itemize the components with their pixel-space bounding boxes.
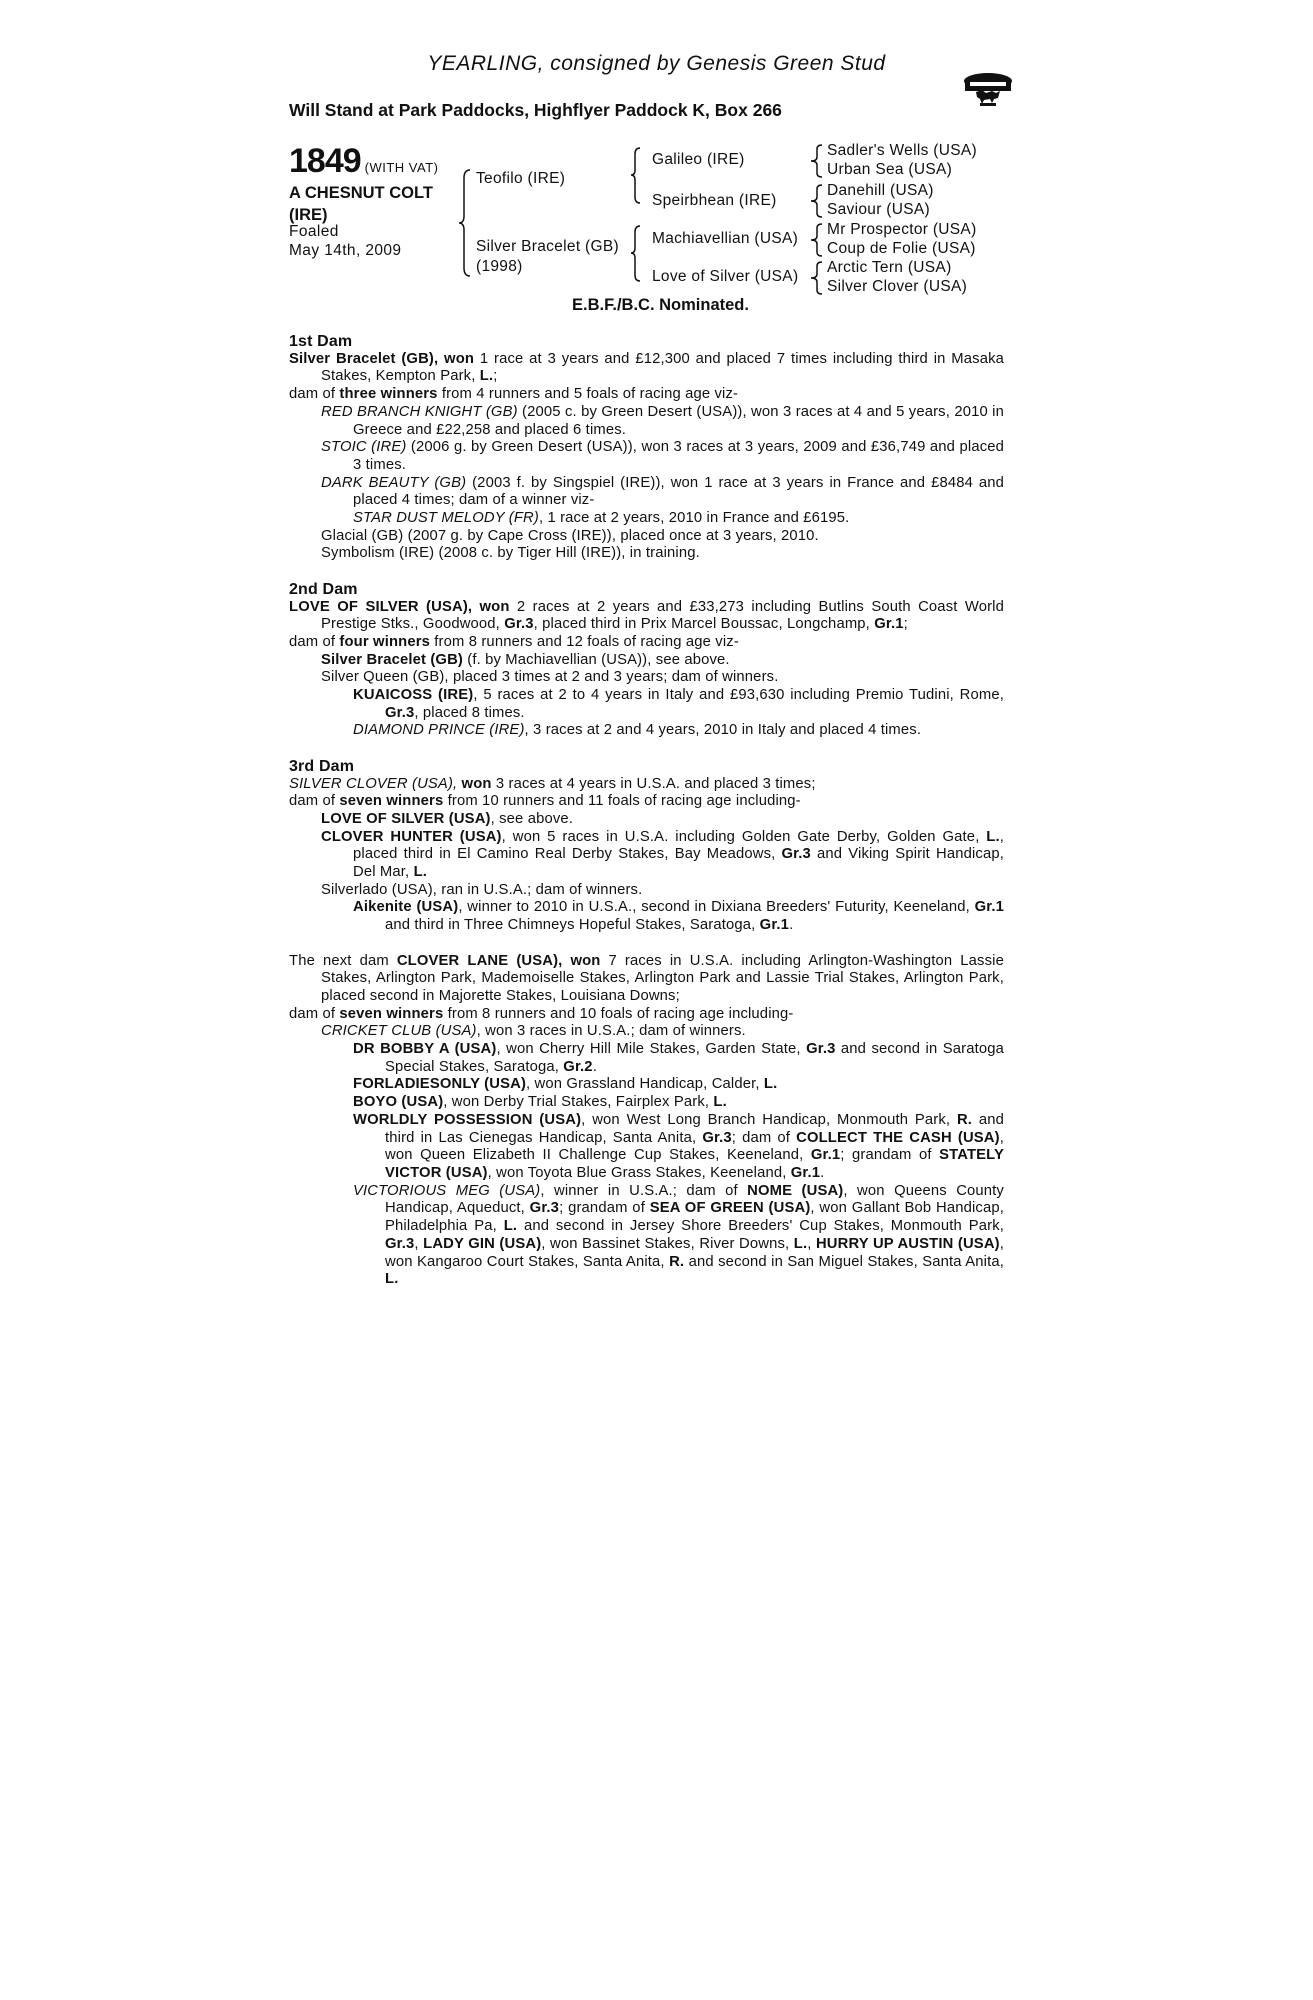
list-item (289, 1112, 1004, 1183)
list-item (289, 1023, 1004, 1041)
pedigree-brace-sd (810, 183, 824, 219)
text-run: dam of (289, 386, 340, 403)
bold-text: Gr.3 (806, 1041, 836, 1058)
text-run: , won Kangaroo Court Stakes, Santa Anita, (385, 1235, 1005, 1270)
text-run: 1 race at 3 years and £12,300 and placed 7 times including third in Masaka Stakes, Kempton Park, (321, 350, 1004, 385)
text-run: and second in San Miguel Stakes, Santa Anita, (684, 1253, 1004, 1270)
text-run: , (414, 1235, 424, 1252)
text-run: dam of (289, 793, 340, 810)
family-text (289, 333, 1004, 1289)
list-item (289, 899, 1004, 934)
list-item (289, 510, 1004, 528)
text-run: , won Grassland Handicap, Calder, (526, 1076, 764, 1093)
pedigree-dam-year: (1998) (476, 258, 523, 275)
text-run: , won Bassinet Stakes, River Downs, (541, 1235, 794, 1252)
text-run: , placed 8 times. (414, 704, 525, 721)
next-dam-record (289, 953, 1004, 1006)
bold-text: L. (763, 1076, 778, 1093)
pedigree-ddd: Silver Clover (USA) (827, 278, 968, 295)
bold-text: R. (956, 1111, 973, 1128)
text-run: (f. by Machiavellian (USA)), see above. (462, 651, 730, 668)
list-item (289, 475, 1004, 510)
bold-text: DR BOBBY A (USA) (353, 1041, 497, 1058)
pedigree-sire-dam: Speirbhean (IRE) (652, 192, 777, 209)
text-run: , won Cherry Hill Mile Stakes, Garden State, (496, 1041, 807, 1058)
paddock-location: Will Stand at Park Paddocks, Highflyer Paddock K, Box 266 (289, 100, 782, 120)
list-item: Silverlado (USA), ran in U.S.A.; dam of winners. (321, 881, 643, 898)
pedigree-sss: Sadler's Wells (USA) (827, 142, 977, 159)
list-item (289, 404, 1004, 439)
pedigree-ssd: Urban Sea (USA) (827, 161, 953, 178)
horse-name (289, 182, 459, 226)
list-item (289, 1076, 1004, 1094)
text-run: 3 races at 4 years in U.S.A. and placed 3 times; (491, 775, 816, 792)
bold-text: Gr.3 (385, 1235, 415, 1252)
tattersalls-logo-icon (962, 66, 1014, 108)
next-dam-produce (289, 1006, 1004, 1024)
pedigree-dam-dam: Love of Silver (USA) (652, 268, 799, 285)
third-dam-record (289, 776, 1004, 794)
text-run: ; (493, 368, 498, 385)
list-item (289, 1094, 1004, 1112)
text-run: ; dam of (731, 1129, 797, 1146)
foaled-info (289, 222, 401, 260)
bold-text: Gr.1 (874, 616, 904, 633)
first-dam-produce (289, 386, 1004, 404)
bold-text: L. (413, 864, 428, 881)
bold-text: won (457, 775, 492, 792)
pedigree-dam: Silver Bracelet (GB) (476, 238, 619, 255)
foaled-label: Foaled (289, 223, 339, 240)
italic-text: VICTORIOUS MEG (USA) (353, 1182, 541, 1199)
pedigree-sdd: Saviour (USA) (827, 201, 930, 218)
horse-name-line: A CHESNUT COLT (289, 184, 433, 202)
bold-text: Gr.1 (810, 1147, 841, 1164)
lot-number: 1849 (289, 142, 361, 180)
text-run: , placed third in Prix Marcel Boussac, Longchamp, (533, 616, 875, 633)
bold-text: KUAICOSS (IRE) (353, 687, 474, 704)
text-run: (2006 g. by Green Desert (USA)), won 3 races at 3 years, 2009 and £36,749 and placed 3 times. (353, 439, 1005, 473)
bold-text: R. (669, 1253, 685, 1270)
text-run: , 5 races at 2 to 4 years in Italy and £93,630 including Premio Tudini, Rome, (473, 687, 1004, 704)
bold-text: Aikenite (USA) (353, 899, 459, 916)
page-title: YEARLING, consigned by Genesis Green Stud (427, 52, 886, 75)
text-run: , won Queens County Handicap, Aqueduct, (385, 1182, 1004, 1217)
list-item (289, 829, 1004, 882)
italic-text: CRICKET CLUB (USA) (321, 1023, 477, 1040)
bold-text: HURRY UP AUSTIN (USA) (815, 1235, 1000, 1252)
bold-text: Gr.2 (563, 1058, 593, 1075)
bold-text: SEA OF GREEN (USA) (649, 1200, 811, 1217)
text-run: from 10 runners and 11 foals of racing age including- (443, 793, 801, 810)
bold-text: STATELY VICTOR (USA) (385, 1147, 1004, 1181)
text-run: dam of (289, 633, 340, 650)
text-run: and second in Jersey Shore Breeders' Cup Stakes, Monmouth Park, (517, 1218, 1005, 1235)
bold-text: CLOVER LANE (USA), won (396, 952, 601, 969)
bold-text: Silver Bracelet (GB), won (289, 350, 475, 367)
pedigree-dam-sire: Machiavellian (USA) (652, 230, 799, 247)
list-item (289, 687, 1004, 722)
text-run: , placed third in El Camino Real Derby Stakes, Bay Meadows, (353, 828, 1005, 863)
lot-number-line (289, 142, 438, 181)
italic-text: DIAMOND PRINCE (IRE) (353, 722, 525, 739)
pedigree-brace-sire (630, 146, 642, 206)
bold-text: LOVE OF SILVER (USA), won (289, 598, 510, 615)
list-item (289, 722, 1004, 740)
text-run: ; grandam of (840, 1147, 940, 1164)
foaled-date: May 14th, 2009 (289, 242, 402, 259)
text-run: , won Derby Trial Stakes, Fairplex Park, (443, 1094, 714, 1111)
third-dam-produce (289, 793, 1004, 811)
bold-text: Gr.1 (790, 1165, 821, 1181)
bold-text: L. (479, 368, 494, 385)
text-run: and second in Saratoga Special Stakes, Saratoga, (385, 1041, 1004, 1075)
second-dam-record (289, 599, 1004, 634)
bold-text: FORLADIESONLY (USA) (353, 1076, 527, 1093)
bold-text: LOVE OF SILVER (USA) (321, 810, 491, 827)
bold-text: Gr.3 (529, 1200, 560, 1217)
bold-text: Gr.1 (974, 899, 1005, 916)
text-run: , won 3 races in U.S.A.; dam of winners. (476, 1023, 746, 1040)
bold-text: three winners (339, 386, 438, 403)
vat-label: (WITH VAT) (364, 160, 439, 175)
pedigree-dss: Mr Prospector (USA) (827, 221, 977, 238)
bold-text: Gr.3 (702, 1129, 732, 1146)
pedigree-brace-main (458, 168, 472, 278)
text-run: dam of (289, 1005, 340, 1022)
text-run: and third in Three Chimneys Hopeful Stakes, Saratoga, (385, 917, 760, 934)
text-run: , won Toyota Blue Grass Stakes, Keeneland, (487, 1165, 791, 1181)
list-item: Glacial (GB) (2007 g. by Cape Cross (IRE)), placed once at 3 years, 2010. (321, 527, 819, 544)
text-run: (2005 c. by Green Desert (USA)), won 3 races at 4 and 5 years, 2010 in Greece and £22,258 and placed 6 times. (353, 403, 1004, 438)
italic-text: DARK BEAUTY (GB) (321, 474, 467, 491)
pedigree-dsd: Coup de Folie (USA) (827, 240, 976, 257)
italic-text: SILVER CLOVER (USA), (289, 775, 458, 792)
list-item (289, 1183, 1004, 1289)
text-run: The next dam (289, 952, 397, 969)
bold-text: L. (713, 1094, 727, 1111)
list-item (289, 652, 1004, 670)
text-run: 2 races at 2 years and £33,273 including Butlins South Coast World Prestige Stks., Goodwood, (321, 598, 1004, 633)
text-run: , winner to 2010 in U.S.A., second in Dixiana Breeders' Futurity, Keeneland, (458, 899, 975, 916)
italic-text: STOIC (IRE) (321, 439, 407, 456)
list-item: Symbolism (IRE) (2008 c. by Tiger Hill (IRE)), in training. (321, 545, 700, 562)
text-run: ; (903, 616, 908, 633)
text-run: , see above. (490, 810, 574, 827)
bold-text: Gr.1 (759, 917, 790, 934)
text-run: , (807, 1235, 816, 1252)
text-run: from 8 runners and 10 foals of racing age including- (443, 1005, 794, 1022)
pedigree-sds: Danehill (USA) (827, 182, 934, 199)
bold-text: NOME (USA) (747, 1182, 844, 1199)
text-run: . (820, 1165, 825, 1181)
nomination-note: E.B.F./B.C. Nominated. (572, 296, 749, 314)
pedigree-dds: Arctic Tern (USA) (827, 259, 952, 276)
bold-text: L. (503, 1218, 518, 1235)
bold-text: L. (986, 828, 1000, 845)
italic-text: STAR DUST MELODY (FR) (353, 510, 539, 527)
text-run: , 3 races at 2 and 4 years, 2010 in Italy and placed 4 times. (524, 722, 922, 739)
text-run: from 8 runners and 12 foals of racing age viz- (430, 633, 739, 650)
text-run: , won Gallant Bob Handicap, Philadelphia Pa, (385, 1200, 1004, 1235)
bold-text: Gr.3 (385, 704, 415, 721)
text-run: ; grandam of (559, 1200, 650, 1217)
second-dam-heading: 2nd Dam (289, 580, 358, 598)
bold-text: Silver Bracelet (GB) (321, 651, 463, 668)
text-run: , won Queen Elizabeth II Challenge Cup Stakes, Keeneland, (385, 1129, 1004, 1164)
first-dam-heading: 1st Dam (289, 333, 353, 350)
bold-text: Gr.3 (781, 846, 811, 863)
list-item: Silver Queen (GB), placed 3 times at 2 and 3 years; dam of winners. (321, 669, 779, 686)
text-run: 7 races in U.S.A. including Arlington-Washington Lassie Stakes, Arlington Park, Mademoiselle Stakes, Arlington Park and Lassie Trial Stakes, Arlington Park, placed second in Majorette Stakes, Louisiana Downs; (321, 952, 1004, 1004)
list-item (289, 439, 1004, 474)
pedigree-brace-dd (810, 260, 824, 296)
pedigree-brace-dam (630, 224, 642, 284)
horse-origin: (IRE) (289, 206, 328, 224)
pedigree-brace-ds (810, 222, 824, 258)
text-run: and third in Las Cienegas Handicap, Santa Anita, (385, 1111, 1004, 1146)
text-run: , 1 race at 2 years, 2010 in France and £6195. (538, 510, 850, 527)
bold-text: LADY GIN (USA) (423, 1235, 542, 1252)
bold-text: COLLECT THE CASH (USA) (796, 1129, 1000, 1146)
text-run: , winner in U.S.A.; dam of (540, 1182, 748, 1199)
text-run: , won West Long Branch Handicap, Monmouth Park, (581, 1111, 957, 1128)
second-dam-produce (289, 634, 1004, 652)
first-dam-record (289, 351, 1004, 386)
pedigree-sire-sire: Galileo (IRE) (652, 151, 745, 168)
text-run: from 4 runners and 5 foals of racing age viz- (437, 386, 739, 403)
text-run: . (592, 1058, 597, 1075)
list-item (289, 811, 1004, 829)
pedigree-brace-ss (810, 143, 824, 179)
bold-text: seven winners (339, 1005, 444, 1022)
bold-text: WORLDLY POSSESSION (USA) (353, 1111, 582, 1128)
third-dam-heading: 3rd Dam (289, 757, 355, 775)
list-item (289, 1041, 1004, 1076)
bold-text: CLOVER HUNTER (USA) (321, 828, 502, 845)
text-run: . (789, 917, 794, 934)
bold-text: four winners (339, 633, 430, 650)
bold-text: Gr.3 (504, 616, 534, 633)
pedigree-sire: Teofilo (IRE) (476, 170, 566, 187)
bold-text: BOYO (USA) (353, 1094, 444, 1111)
bold-text: seven winners (339, 793, 444, 810)
text-run: and Viking Spirit Handicap, Del Mar, (353, 846, 1004, 881)
bold-text: L. (793, 1235, 808, 1252)
text-run: , won 5 races in U.S.A. including Golden Gate Derby, Golden Gate, (501, 828, 987, 845)
italic-text: RED BRANCH KNIGHT (GB) (321, 403, 518, 420)
text-run: (2003 f. by Singspiel (IRE)), won 1 race at 3 years in France and £8484 and placed 4 times; dam of a winner viz- (353, 474, 1005, 509)
bold-text: L. (385, 1271, 399, 1288)
